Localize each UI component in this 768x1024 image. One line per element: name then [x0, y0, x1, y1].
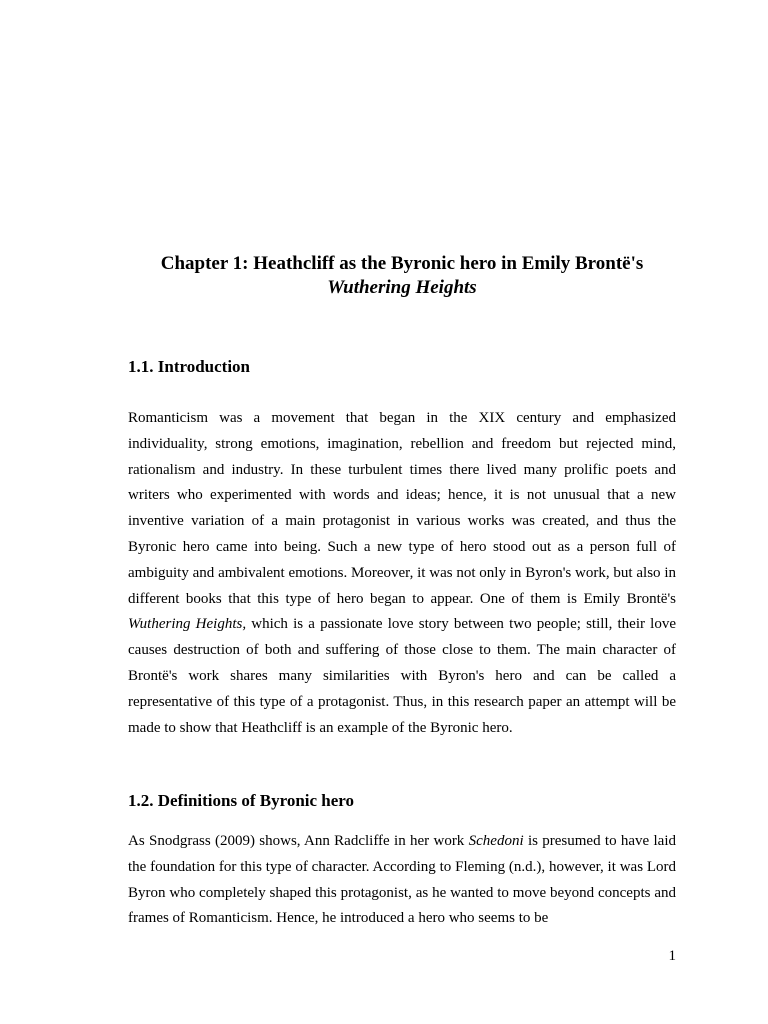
work-title-emphasis: Schedoni: [468, 833, 524, 849]
introduction-paragraph: [128, 406, 676, 741]
chapter-title: [128, 252, 676, 300]
section-heading-definitions: 1.2. Definitions of Byronic hero: [128, 791, 355, 810]
definitions-paragraph: [128, 829, 676, 932]
section-heading-introduction: 1.1. Introduction: [128, 357, 251, 376]
book-title-emphasis: Wuthering Heights,: [128, 616, 247, 633]
chapter-title-line2: Wuthering Heights: [327, 277, 477, 298]
paragraph-text: As Snodgrass (2009) shows, Ann Radcliffe in her work: [128, 833, 469, 849]
page-number: 1: [668, 948, 676, 964]
paragraph-text: is presumed to have laid the foundation for this type of character. According to Fleming (n.d.), however, it was Lord Byron who completely shaped this protagonist, as he wanted to move beyond concepts and frames of Romanticism. Hence, he introduced a hero who seems to be: [128, 833, 677, 927]
chapter-title-line1: Chapter 1: Heathcliff as the Byronic hero in Emily Brontë's: [160, 253, 644, 274]
paragraph-text: Romanticism was a movement that began in the XIX century and emphasized individuality, strong emotions, imagination, rebellion and freedom but rejected mind, rationalism and industry. In these turbulent times there lived many prolific poets and writers who experimented with words and ideas; hence, it is not unusual that a new inventive variation of a main protagonist in various works was created, and thus the Byronic hero came into being. Such a new type of hero stood out as a person full of ambiguity and ambivalent emotions. Moreover, it was not only in Byron's work, but also in different books that this type of hero began to appear. One of them is Emily Brontë's: [128, 410, 676, 607]
paragraph-text: which is a passionate love story between two people; still, their love causes destruction of both and suffering of those close to them. The main character of Brontë's work shares many similarities with Byron's hero and can be called a representative of this type of a protagonist. Thus, in this research paper an attempt will be made to show that Heathcliff is an example of the Byronic hero.: [128, 616, 676, 736]
